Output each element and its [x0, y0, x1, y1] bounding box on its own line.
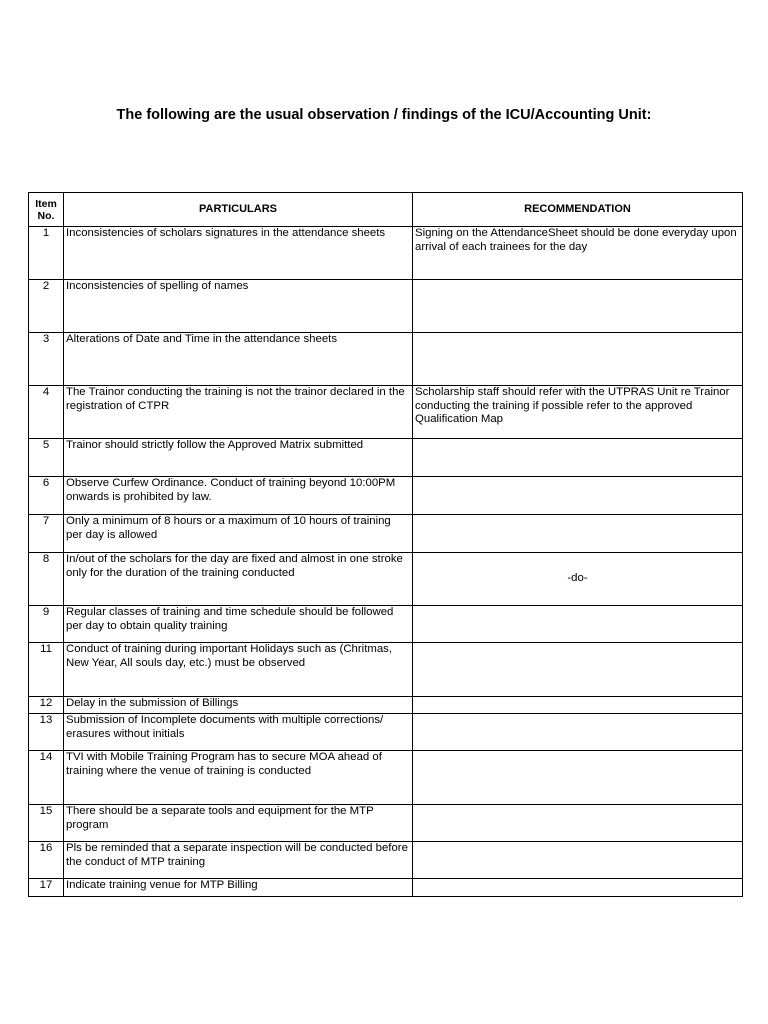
- row-recommendation: [413, 606, 743, 643]
- row-particulars: Trainor should strictly follow the Approved Matrix submitted: [64, 439, 413, 477]
- table-row: [29, 280, 743, 333]
- row-particulars: Regular classes of training and time schedule should be followed per day to obtain quality training: [64, 606, 413, 643]
- row-recommendation: [413, 714, 743, 751]
- table-row: [29, 805, 743, 842]
- row-particulars: In/out of the scholars for the day are fixed and almost in one stroke only for the duration of the training conducted: [64, 553, 413, 606]
- row-item-no: 11: [29, 643, 64, 697]
- table-row: [29, 477, 743, 515]
- row-recommendation: [413, 805, 743, 842]
- row-recommendation: [413, 477, 743, 515]
- row-item-no: 6: [29, 477, 64, 515]
- row-item-no: 7: [29, 515, 64, 553]
- row-item-no: 8: [29, 553, 64, 606]
- table-row: [29, 842, 743, 879]
- table-row: [29, 714, 743, 751]
- table-row: [29, 227, 743, 280]
- header-item-no-line2: No.: [37, 209, 55, 222]
- row-particulars: Conduct of training during important Holidays such as (Chritmas, New Year, All souls day, etc.) must be observed: [64, 643, 413, 697]
- row-recommendation: [413, 333, 743, 386]
- row-recommendation: -do-: [413, 553, 743, 606]
- table-row: [29, 751, 743, 805]
- row-recommendation: [413, 515, 743, 553]
- header-item-no-line1: Item: [35, 197, 57, 210]
- row-recommendation: [413, 842, 743, 879]
- table-row: [29, 439, 743, 477]
- row-particulars: Submission of Incomplete documents with multiple corrections/ erasures without initials: [64, 714, 413, 751]
- row-particulars: Observe Curfew Ordinance. Conduct of training beyond 10:00PM onwards is prohibited by law.: [64, 477, 413, 515]
- table-row: [29, 697, 743, 714]
- findings-table: [28, 192, 743, 897]
- table-row: [29, 333, 743, 386]
- row-particulars: Inconsistencies of scholars signatures in the attendance sheets: [64, 227, 413, 280]
- row-particulars: Only a minimum of 8 hours or a maximum of 10 hours of training per day is allowed: [64, 515, 413, 553]
- row-item-no: 15: [29, 805, 64, 842]
- row-item-no: 9: [29, 606, 64, 643]
- header-item-no: [29, 193, 64, 227]
- row-particulars: The Trainor conducting the training is not the trainor declared in the registration of CTPR: [64, 386, 413, 439]
- table-row: [29, 606, 743, 643]
- row-item-no: 2: [29, 280, 64, 333]
- row-item-no: 13: [29, 714, 64, 751]
- row-recommendation: [413, 751, 743, 805]
- table-row: [29, 553, 743, 606]
- table-row: [29, 879, 743, 897]
- row-particulars: Pls be reminded that a separate inspection will be conducted before the conduct of MTP training: [64, 842, 413, 879]
- row-item-no: 17: [29, 879, 64, 897]
- table-row: [29, 386, 743, 439]
- table-row: [29, 515, 743, 553]
- row-recommendation: [413, 879, 743, 897]
- row-item-no: 12: [29, 697, 64, 714]
- row-recommendation: [413, 439, 743, 477]
- row-particulars: Alterations of Date and Time in the attendance sheets: [64, 333, 413, 386]
- row-particulars: Delay in the submission of Billings: [64, 697, 413, 714]
- row-item-no: 4: [29, 386, 64, 439]
- row-item-no: 3: [29, 333, 64, 386]
- header-particulars: PARTICULARS: [64, 193, 413, 227]
- row-item-no: 5: [29, 439, 64, 477]
- header-recommendation: RECOMMENDATION: [413, 193, 743, 227]
- row-particulars: Indicate training venue for MTP Billing: [64, 879, 413, 897]
- row-item-no: 1: [29, 227, 64, 280]
- row-recommendation: [413, 280, 743, 333]
- row-recommendation: Signing on the AttendanceSheet should be done everyday upon arrival of each trainees for the day: [413, 227, 743, 280]
- row-recommendation: [413, 643, 743, 697]
- header-row: [29, 193, 743, 227]
- row-particulars: Inconsistencies of spelling of names: [64, 280, 413, 333]
- row-item-no: 14: [29, 751, 64, 805]
- row-recommendation: Scholarship staff should refer with the UTPRAS Unit re Trainor conducting the training if possible refer to the approved Qualification Map: [413, 386, 743, 439]
- document-title: The following are the usual observation / findings of the ICU/Accounting Unit:: [116, 107, 652, 123]
- row-item-no: 16: [29, 842, 64, 879]
- row-particulars: TVI with Mobile Training Program has to secure MOA ahead of training where the venue of training is conducted: [64, 751, 413, 805]
- row-particulars: There should be a separate tools and equipment for the MTP program: [64, 805, 413, 842]
- row-recommendation: [413, 697, 743, 714]
- table-row: [29, 643, 743, 697]
